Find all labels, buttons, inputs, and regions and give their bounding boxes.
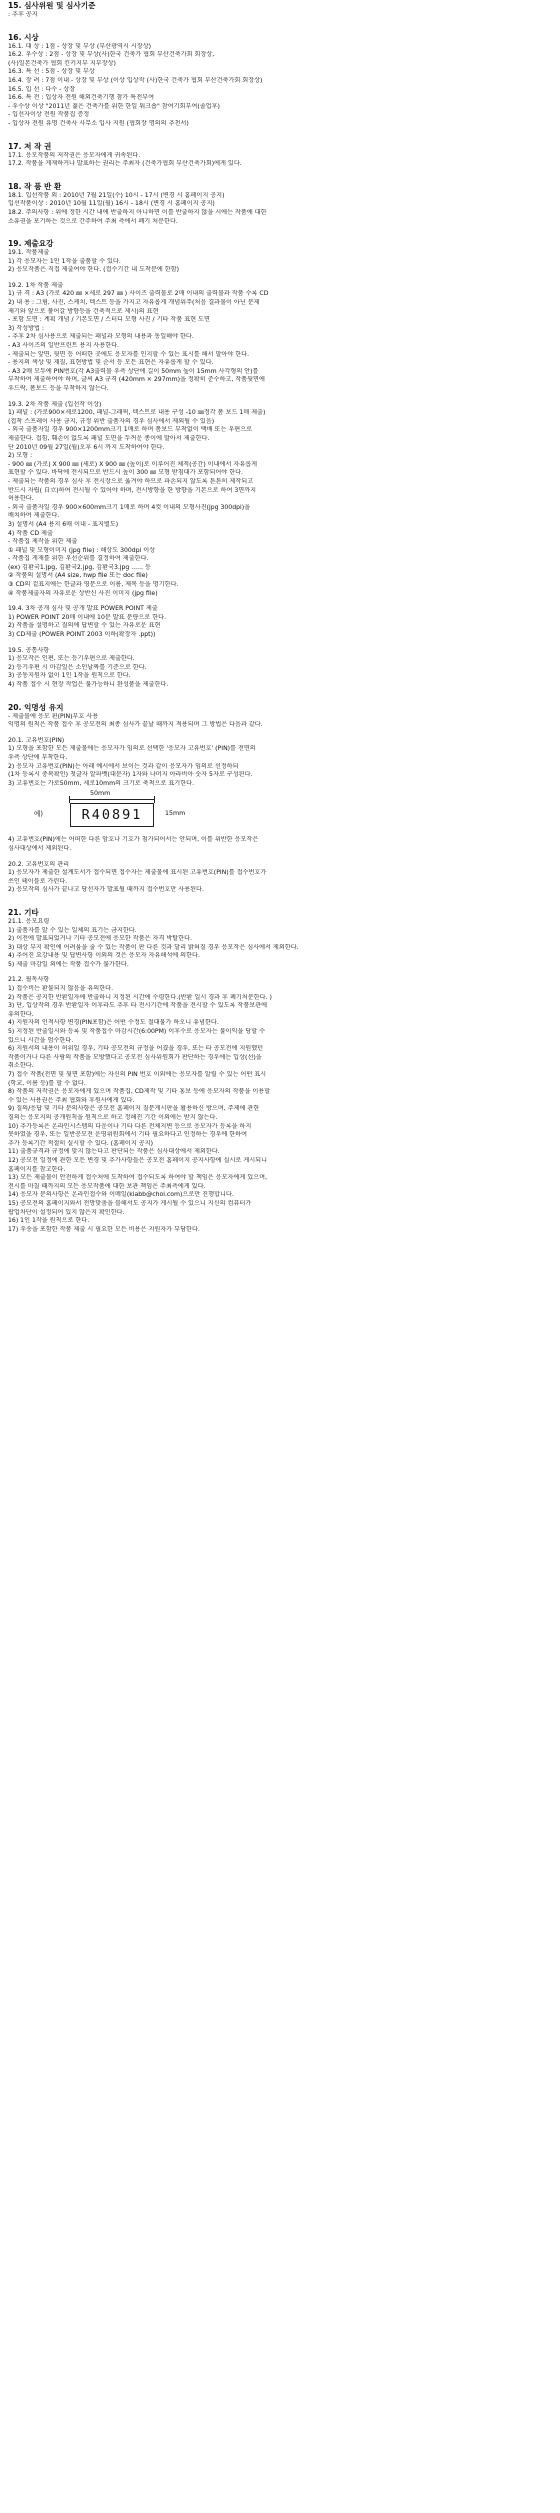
text-line: 19.4. 3차 공개 심사 및 공개 발표 POWER POINT 제출 — [8, 605, 158, 613]
text-line: 입선작품이상 : 2010년 10월 11일(월) 16시 - 18시 (변경 시 홈페이지 공지) — [8, 200, 215, 208]
text-line: 5) 제출 마감일 외에는 작품 접수가 불가한다. — [8, 960, 129, 968]
section-heading: 19. 제출요강 — [8, 239, 54, 249]
text-line: - 포함 도면 : 계획 개념 / 기본도면 / 스터디 모형 사진 / 기타 작품 표현 도면 — [8, 316, 210, 324]
text-line: - 제출되는 작품의 경우 심사 후 전시장으로 옮겨야 하므로 파손되지 않도록 튼튼히 제작되고 — [8, 477, 254, 485]
spacer — [8, 854, 552, 861]
spacer — [8, 169, 552, 181]
text-line: 팝업차단이 설정되어 있지 않은지 확인한다. — [8, 1208, 125, 1216]
text-line: 반드시 자립( 自立)하여 전시될 수 있어야 하며, 전시방향을 한 방향을 기본으로 하여 3면까지 — [8, 486, 257, 494]
document — [0, 0, 560, 1234]
text-line: 3) 단, 입상작의 경우 반환일자 이후라도 추후 타 전시기간에 작품을 전시할 수 있도록 작품보관에 — [8, 1002, 268, 1010]
text-line: (사)일본건축가 협회 킨키지부 지부장상) — [8, 59, 116, 67]
text-line: 11) 출품규격과 규정에 맞지 않는다고 판단되는 작품은 심사대상에서 제외한다. — [8, 1148, 220, 1156]
text-line: 1) 응모작은 인편, 또는 등기우편으로 제출한다. — [8, 655, 135, 663]
text-line: 3) 고유번호는 가로50mm, 세로10mm의 크기로 축척으로 표기한다. — [8, 779, 195, 787]
text-line: - 제출물에 응모 핀(PIN)부호 사용 — [8, 712, 99, 720]
text-line: 우드락, 폼보드 등을 부착하지 않는다. — [8, 385, 109, 392]
spacer — [8, 394, 552, 401]
text-line: 19.1. 작품제출 — [8, 249, 50, 257]
text-line: 수 있는 사용권은 주최 협회와 후원사에게 있다. — [8, 1096, 135, 1104]
text-line: (ex) 김환국1.jpg, 김환국2.jpg, 김환국3.jpg ...... 등 — [8, 563, 151, 571]
pin-height-label: 15mm — [165, 810, 186, 818]
section-s20b — [8, 836, 552, 907]
text-line: 1) 규 격 : A3 (가로 420 ㎜ ×세로 297 ㎜ ) 사이즈 출력물로 2매 이내의 출력물과 작품 수록 CD — [8, 290, 269, 298]
section-heading: 18. 작 품 반 환 — [8, 181, 62, 191]
text-line: 4) 지원자의 인적사항 변경(PIN포함)은 어떤 수정도 절대불가 하오니 유념한다. — [8, 1019, 219, 1027]
spacer — [8, 226, 552, 238]
text-line: 1) 각 응모자는 1인 1작을 출품할 수 있다. — [8, 257, 121, 265]
text-line: 17) 우송을 포함한 작품 제출 시 필요한 모든 비용은 지원자가 부담한다. — [8, 1225, 200, 1233]
text-line: 2) 내 용 : 그림, 사진, 스케치, 텍스트 등을 가지고 자유롭게 개념위주(처음 결과물이 아닌 문제 — [8, 299, 260, 307]
section-s20 — [8, 702, 552, 789]
text-line: ① 패널 및 모형이미지 (jpg file) : 해상도 300dpi 이상 — [8, 546, 156, 554]
text-line: 15) 공모전의 홈페이지와서 전망맞춤을 블해서도 공지가 게시될 수 있으니 지신의 컴퓨터가 — [8, 1199, 252, 1207]
text-line: 21.2. 필독사항 — [8, 976, 50, 984]
section-s21 — [8, 907, 552, 1234]
text-line: 표현할 수 있다. 바닥에 전시되므로 반드시 높이 300 ㎜ 모형 받침대가 포함되어야 한다. — [8, 469, 244, 477]
text-line: 유의한다. — [8, 1010, 34, 1018]
text-line: 9) 질의/응답 및 기타 문의사항은 공모전 홈페이지 질문게시판을 활용하신 방으며, 주제에 관한 — [8, 1105, 260, 1113]
spacer — [8, 895, 552, 907]
text-line: - 작품집 제작을 위한 제출 — [8, 538, 78, 546]
text-line: ② 작품의 설명서 (A4 size, hwp file 또는 doc file) — [8, 572, 148, 580]
text-line: 6) 지원서의 내용이 허위일 경우, 기타 공모전의 규정을 어겼을 경우, 또는 타 공모전에 지원했던 — [8, 1045, 264, 1053]
pin-example-label: 예) — [34, 810, 43, 819]
text-line: - 900 ㎜ (가로) X 900 ㎜ (세로) X 900 ㎜ (높이)로 이루어진 체적(공간) 이내에서 자유롭게 — [8, 460, 258, 468]
text-line: (접착 스프레이 사용 금지, 규정 위반 출품자의 경우 심사에서 제외될 수 있음) — [8, 417, 215, 425]
text-line: 4) 고유번호(PIN)에는 어떠한 다른 암호나 기호가 첨가되어서는 안되며, 이를 위반한 응모작은 — [8, 836, 259, 844]
text-line: - A3 사이즈의 일반프린트 용지 사용한다. — [8, 342, 120, 350]
text-line: 3) 설명서 (A4 용지 6매 이내 - 표지별도) — [8, 520, 119, 528]
text-line: 16) 1인 1작을 원칙으로 한다. — [8, 1217, 90, 1225]
text-line: - 작품집 게재를 위한 우선순위를 결정하여 제출한다. — [8, 555, 149, 563]
text-line: 13) 모든 제출물이 안전하게 접수처에 도착하여 접수되도록 하여야 할 책임은 응모자에게 있으며, — [8, 1174, 268, 1182]
text-line: 추가 등록기간 적절히 실시할 수 있다. (홈페이지 공지) — [8, 1139, 153, 1147]
text-line: 1) 모형을 포함한 모든 제출물에는 응모자가 임의로 선택한 '응모자 고유번호' (PIN)를 전면의 — [8, 745, 256, 753]
text-line: 4) 작품 CD 제출 — [8, 529, 53, 537]
text-line: 16.2. 우수상 : 2점 - 상장 및 부상(사)한국 건축가 협회 부산건축가회 회장상, — [8, 51, 215, 59]
text-line: 3) 공동지원자 없이 1인 1작을 원칙으로 한다. — [8, 672, 131, 680]
text-line: 19.5. 공통사항 — [8, 646, 50, 654]
text-line: 3) CD제출 (POWER POINT 2003 이하(확장자 .ppt)) — [8, 631, 156, 639]
text-line: (학교, 이름 등)를 할 수 없다. — [8, 1079, 86, 1087]
spacer — [8, 275, 552, 282]
width-dimension-arrow — [70, 799, 154, 800]
text-line: 16.6. 특 전 : 입상자 전원 해외건축기행 참가 특전부여 — [8, 94, 155, 102]
text-line: 우측 상단에 부착한다. — [8, 753, 68, 761]
text-line: ④ 작품제출자의 자유로운 상반신 사진 이미지 (jpg file) — [8, 589, 158, 597]
text-line: 1) 출품자를 알 수 있는 일체의 표기는 금지한다. — [8, 926, 137, 934]
text-line: 2) 등기우편 시 마감일은 소인날짜를 기준으로 한다. — [8, 663, 147, 671]
spacer — [8, 730, 552, 737]
text-line: 18.2. 주의사항 : 위에 정한 시간 내에 반출하지 아니하면 이를 반출하지 않을 시에는 작품에 대한 — [8, 208, 267, 216]
pin-code-box: R40891 — [70, 803, 154, 827]
text-line: 16.1. 대 상 : 1점 - 상장 및 부상 (부산광역시 시장상) — [8, 42, 152, 50]
text-line: 12) 공모전 일정에 관한 모든 변경 및 추가사항들은 공모전 홈페이지 공지사항에 실시로 게시되니 — [8, 1156, 268, 1164]
text-line: 5) 지정된 반출일시와 등록 및 작품접수 마감시간(6:00PM) 이후수로 응모자는 불이익을 당할 수 — [8, 1028, 266, 1036]
text-line: 2) 이전에 발표되었거나 기타 공모전에 응모한 작품은 자격 박탈한다. — [8, 935, 193, 943]
text-line: 단 2010년 09월 27일(월)오후 6시 까지 도착하여야 한다. — [8, 443, 165, 451]
text-line: 7) 접수 작품(전면 및 뒷면 포함)에는 자신의 PIN 번호 이외에는 응모자를 알릴 수 있는 어떤 표시 — [8, 1071, 267, 1078]
text-line: 18.1. 입선작품 외 : 2010년 7월 21일(수) 10시 - 17시 (변경 시 홈페이지 공지) — [8, 191, 225, 199]
text-line: - 입선자이상 전원 작품집 증정 — [8, 111, 90, 119]
text-line: - 외국 출품자일 경우 900×1200mm크기 1매로 하며 폼보드 부착없이 택배 또는 우편으로 — [8, 426, 253, 434]
text-line: 취소한다. — [8, 1062, 34, 1070]
spacer — [8, 598, 552, 605]
text-line: 심사대상에서 제외된다. — [8, 844, 72, 852]
section-heading: 16. 시상 — [8, 32, 39, 42]
text-line: 21.1. 응모요령 — [8, 917, 50, 925]
text-line: (1차 등록시 중복확인) 첫글자 알파벳(대문자) 1자와 나머지 아라비아 숫자 5자로 구성된다. — [8, 771, 253, 779]
pin-example-figure — [8, 790, 552, 836]
text-line: 허용한다. — [8, 495, 34, 503]
text-line: : 추후 공지 — [8, 11, 38, 18]
section-s15 — [8, 0, 552, 32]
text-line: 16.3. 특 선 : 5점 - 상장 및 부상 — [8, 68, 95, 76]
spacer — [8, 640, 552, 647]
text-line: - A3 2매 모두에 PIN번호(각 A3출력물 우측 상단에 길이 50mm 높이 15mm 사각형의 안)를 — [8, 367, 259, 375]
section-heading: 15. 심사위원 및 심사기준 — [8, 1, 96, 10]
section-heading: 17. 저 작 권 — [8, 141, 52, 151]
text-line: 19.2. 1차 작품 제출 — [8, 281, 64, 289]
text-line: 8) 작품의 저작권은 응모자에게 있으며 작품집, CD제작 및 기타 홍보 등에 응모자의 작품을 이용할 — [8, 1088, 271, 1096]
text-line: - 용지의 색상 및 재질, 표현방법 및 순서 등 모든 표현은 자유롭게 할 수 있다. — [8, 359, 214, 367]
text-line: 홈페이지를 참고한다. — [8, 1165, 66, 1173]
section-s18 — [8, 181, 552, 238]
text-line: - 추후 2차 심사용으로 제출되는 패널과 모형의 내용과 동일해야 한다. — [8, 333, 194, 341]
section-heading: 20. 익명성 유지 — [8, 702, 64, 712]
text-line: 1) 패널 : (가로900×세로1200, 패널-그래픽, 텍스트로 내용 구성 -10 ㎜정각 폼 보드 1매 제출) — [8, 409, 266, 417]
spacer — [8, 129, 552, 141]
text-line: 3) 작성방법 : — [8, 324, 45, 332]
section-heading: 21. 기타 — [8, 907, 39, 917]
text-line: 제기와 앞으로 풀어갈 방향등을 건축적으로 제시)의 표현 — [8, 307, 159, 315]
text-line: - 우수상 이상 "2011년 젊은 건축가를 위한 한일 워크숍" 참여기회부여(졸업후) — [8, 102, 220, 110]
text-line: 19.3. 2차 작품 제출 (입선작 이상) — [8, 400, 102, 408]
text-line: 16.5. 입 선 : 다수 - 상장 — [8, 85, 76, 93]
text-line: 1) 응모자가 제출한 설계도서가 접수되면 접수자는 제출물에 표시된 고유번호(PIN)를 접수번호가 — [8, 869, 267, 877]
text-line: 전시를 마칠 때까지의 모든 응모작품에 대한 보관 책임은 주최측에게 있다. — [8, 1182, 206, 1190]
spacer — [8, 969, 552, 976]
text-line: 20.2. 고유번호의 관리 — [8, 860, 70, 868]
text-line: 2) 응모자 고유번호(PIN)는 아래 예시에서 보이는 것과 같이 응모자가 임의로 선정하되 — [8, 762, 239, 770]
text-line: 14) 응모자 문의사항은 온라인접수와 이메일(kiabb@chol.com)으로만 진행합니다. — [8, 1191, 234, 1199]
text-line: 1) 접수비는 환불되지 않음을 유의한다. — [8, 985, 114, 993]
text-line: 4) 추어진 요강내용 및 답변사항 이외의 것은 응모자 자유해석에 의한다. — [8, 952, 200, 960]
text-line: 2) 작품은 공지한 반환일자에 반출하니 지정된 시간에 수령한다.(반환 일시 경과 후 폐기처분한다. ) — [8, 993, 272, 1001]
text-line: - 제출되는 앞면, 뒷면 등 어떠한 곳에도 응모자를 인지할 수 있는 표시를 해서 말아야 한다. — [8, 350, 250, 358]
text-line: 쓰인 테이블로 가린다. — [8, 877, 68, 885]
text-line: 2) 응모작의 심사가 끝나고 당선자가 발표될 때까지 접수번호만 사용된다. — [8, 886, 204, 894]
text-line: 작품이거나 다른 사람의 작품을 모방했다고 공모전 심사위원회가 판단하는 경우에는 입상(선)을 — [8, 1053, 262, 1061]
section-s16 — [8, 32, 552, 141]
text-line: 부착하여 제출하여야 하며, 글씨 A3 규격 (420mm × 297mm)을 정확히 준수하고, 작품뒷면에 — [8, 376, 265, 384]
pin-width-label: 50mm — [90, 790, 111, 798]
text-line: 2) 모형 : — [8, 452, 33, 460]
text-line: - 입상자 전원 유명 건축사 사무소 입사 지원 (협회장 명의의 추천서) — [8, 119, 189, 127]
spacer — [8, 20, 552, 32]
text-line: 4) 작품 접수 시 현장 작업은 불가능하니 완성품을 제출한다. — [8, 681, 169, 688]
text-line: 1) POWER POINT 20매 이내에 10분 발표 분량으로 한다. — [8, 613, 167, 621]
section-s19 — [8, 238, 552, 702]
text-line: ③ CD의 겉표지에는 한글과 영문으로 이름, 제목 등을 명기한다. — [8, 581, 179, 589]
text-line: 못하였을 경우, 또는 일반공모전 운영위원회에서 기타 필요하다고 인정하는 경우에 한하여 — [8, 1131, 248, 1139]
text-line: 17.1. 응모작품의 저작권은 응모자에게 귀속된다. — [8, 151, 141, 159]
text-line: 제출한다. 접힘, 훼손이 없도록 패널 도면을 두꺼운 종이에 말아서 제출한다. — [8, 434, 210, 442]
text-line: 질의는 응모지의 공개원칙을 원칙으로 하고 정해진 기간 이외에는 받지 않는다. — [8, 1113, 218, 1121]
text-line: 배치하여 제출한다. — [8, 512, 60, 520]
text-line: 2) 응모작품은 직접 제출여야 한다. (접수기간 내 도착분에 한함) — [8, 266, 180, 274]
text-line: 16.4. 장 려 : 7점 이내 - 상장 및 부상 (이상 입상작 (사)한국 건축가 협회 부산건축가회 회장상) — [8, 76, 263, 84]
text-line: 익명의 원칙은 작품 접수 후 공모전의 최종 심사가 끝날 때까지 적용되며 그 방법은 다음과 같다. — [8, 721, 263, 729]
text-line: 10) 추가등록은 온라인시스템의 다운이나 기타 다른 전체지변 등으로 응모자가 등록을 하지 — [8, 1122, 252, 1130]
section-s17 — [8, 141, 552, 181]
spacer — [8, 690, 552, 702]
text-line: 2) 작품을 설명하고 질의에 답변할 수 있는 자유로운 표현 — [8, 622, 161, 630]
text-line: 소유권을 포기하는 것으로 간주하여 주최 측에서 폐기 처분한다. — [8, 217, 178, 225]
text-line: 20.1. 고유번호(PIN) — [8, 736, 65, 744]
text-line: 있으니 시간을 엄수한다. — [8, 1036, 74, 1044]
text-line: - 외국 출품자일 경우 900×600mm크기 1매로 하며 4컷 이내의 모형사진(jpg 300dpi)을 — [8, 503, 251, 511]
text-line: 17.2. 작품을 게재하거나 발표하는 권리는 주최자 (건축가협회 부산건축가회)에게 있다. — [8, 160, 242, 168]
text-line: 3) 대상 부지 확인에 어려움을 줄 수 있는 작품이 판 다른 것과 달리 밝혀질 경우 응모작은 심사에서 제외한다. — [8, 943, 299, 951]
